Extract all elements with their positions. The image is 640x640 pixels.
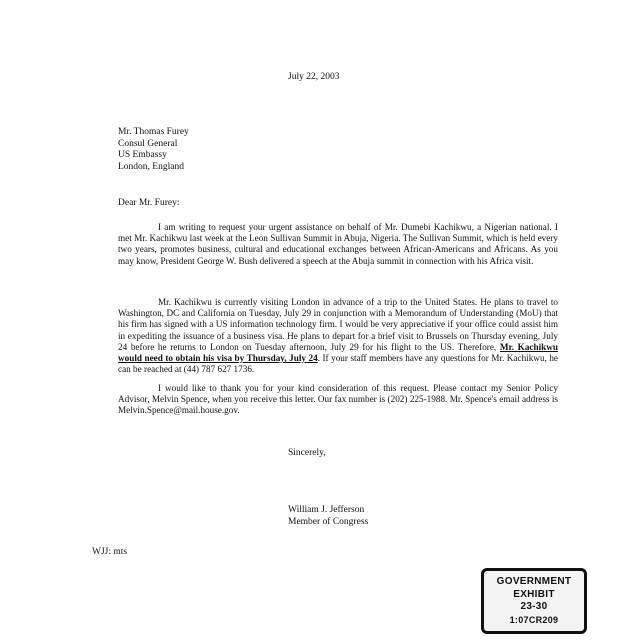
stamp-line-government: GOVERNMENT	[496, 576, 572, 587]
paragraph-3	[118, 383, 558, 417]
visa-deadline-emphasis: Mr. Kachikwu would need to obtain his visa by Thursday, July 24	[118, 341, 559, 364]
signer-title: Member of Congress	[288, 516, 369, 527]
salutation: Dear Mr. Furey:	[118, 198, 180, 208]
stamp-line-number: 23-30	[520, 601, 548, 612]
recipient-name: Mr. Thomas Furey	[118, 127, 189, 137]
signature-block	[288, 505, 368, 528]
letter-date: July 22, 2003	[288, 72, 340, 82]
paragraph-1	[118, 222, 558, 267]
paragraph-1-text: I am writing to request your urgent assistance on behalf of Mr. Dumebi Kachikwu, a Nigerian national. I met Mr. Kachikwu last week at the Leon Sullivan Summit in Abuja, Nigeria. The Sullivan Summit, which is held every two years, promotes business, cultural and educational exchanges between African-Americans and Africans. As you may know, President George W. Bush delivered a speech at the Abuja summit in connection with his Africa visit.	[118, 222, 558, 266]
paragraph-2-closing-text: . If your staff members have any questions for Mr. Kachikwu, he can be reached at (44) 787 627 1736.	[118, 353, 558, 375]
signer-name: William J. Jefferson	[288, 505, 365, 515]
paragraph-2	[118, 297, 558, 375]
paragraph-2-text: Mr. Kachikwu is currently visiting London in advance of a trip to the United States. He plans to travel to Washington, DC and California on Tuesday, July 29 in conjunction with a Memorandum of Understanding (MoU) that his firm has signed with a US information technology firm. I would be very appreciative if your office could assist him in expediting the issuance of a business visa. He plans to depart for a brief visit to Brussels on Thursday evening, July 24 before he returns to London on Tuesday afternoon, July 29 for his flight to the US. Therefore,	[118, 297, 558, 352]
recipient-office: US Embassy	[118, 150, 167, 160]
stamp-line-exhibit: EXHIBIT	[513, 588, 555, 600]
paragraph-3-text: I would like to thank you for your kind consideration of this request. Please contact my Senior Policy Advisor, Melvin Spence, when you receive this letter. Our fax number is (202) 225-1988. Mr. Spence's email address is Melvin.Spence@mail.house.gov.	[118, 383, 558, 416]
typist-initials: WJJ: mts	[92, 547, 128, 557]
recipient-address	[118, 127, 189, 173]
recipient-location: London, England	[118, 161, 184, 172]
exhibit-stamp	[481, 568, 587, 634]
recipient-title: Consul General	[118, 138, 178, 149]
closing: Sincerely,	[288, 448, 326, 458]
stamp-line-case: 1:07CR209	[509, 614, 559, 625]
